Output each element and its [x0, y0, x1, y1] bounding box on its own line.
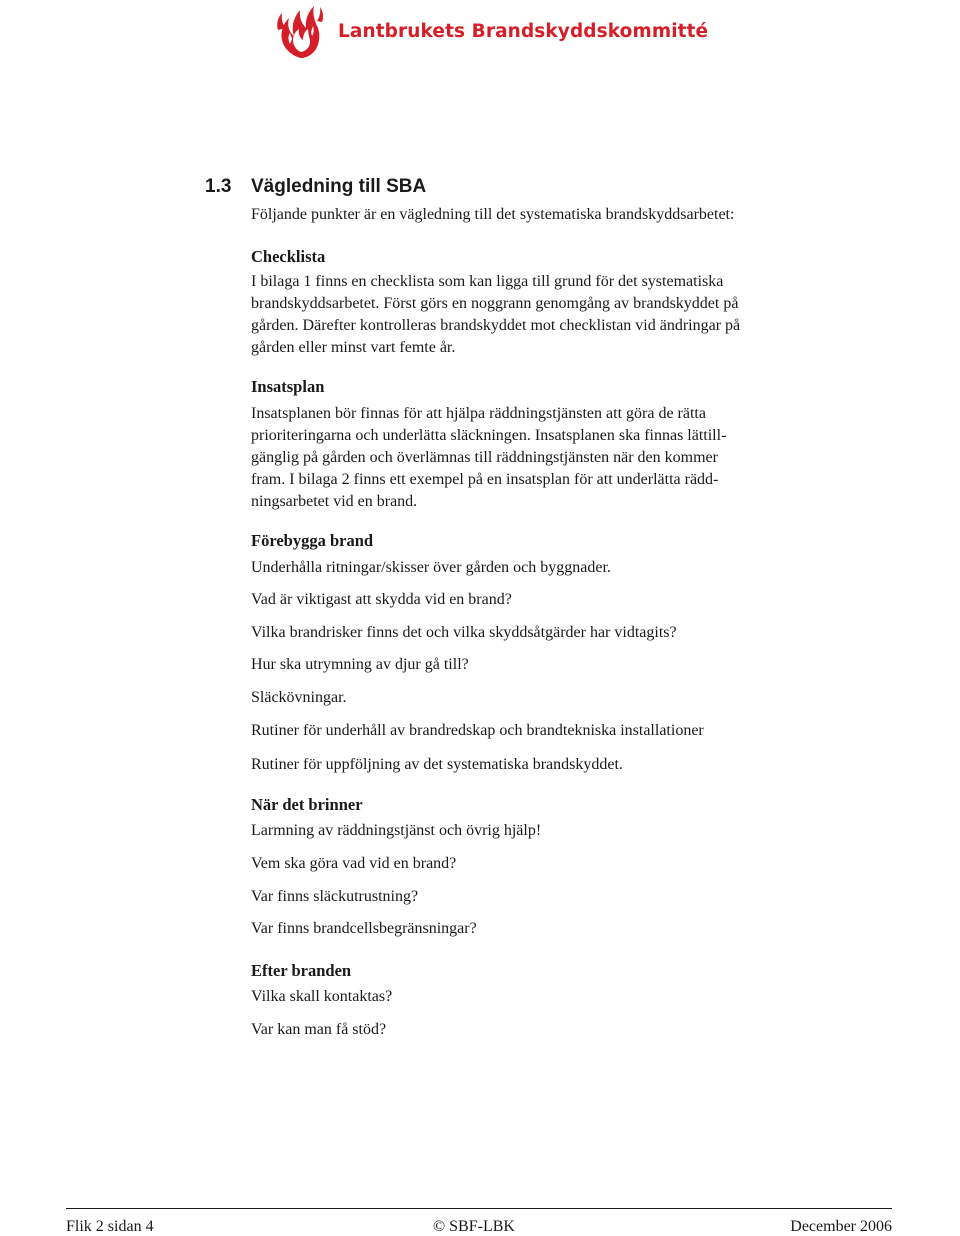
- paragraph-line: gården eller minst vart femte år.: [251, 339, 456, 356]
- footer-page-label: Flik 2 sidan 4: [66, 1218, 154, 1235]
- list-item: Vilka brandrisker finns det och vilka skyddsåtgärder har vidtagits?: [251, 624, 677, 641]
- insatsplan-heading: Insatsplan: [251, 377, 325, 396]
- paragraph-line: ningsarbetet vid en brand.: [251, 493, 418, 510]
- footer-date: December 2006: [790, 1218, 892, 1235]
- page-header: [270, 0, 708, 62]
- paragraph-line: prioriteringarna och underlätta släckningen. Insatsplanen ska finnas lättill-: [251, 427, 727, 444]
- list-item: Vem ska göra vad vid en brand?: [251, 855, 457, 872]
- section-number: 1.3: [205, 176, 232, 197]
- list-item: Rutiner för underhåll av brandredskap och brandtekniska installationer: [251, 722, 704, 739]
- list-item: Var finns släckutrustning?: [251, 888, 419, 905]
- efter-branden-heading: Efter branden: [251, 961, 352, 980]
- section-intro: Följande punkter är en vägledning till det systematiska brandskyddsarbetet:: [251, 206, 735, 223]
- nar-det-brinner-heading: När det brinner: [251, 795, 363, 814]
- paragraph-line: gården. Därefter kontrolleras brandskyddet mot checklistan vid ändringar på: [251, 317, 741, 334]
- footer-copyright: © SBF-LBK: [433, 1218, 515, 1235]
- list-item: Rutiner för uppföljning av det systematiska brandskyddet.: [251, 756, 623, 773]
- paragraph-line: brandskyddsarbetet. Först görs en noggrann genomgång av brandskyddet på: [251, 295, 739, 312]
- list-item: Var kan man få stöd?: [251, 1021, 387, 1038]
- paragraph-line: fram. I bilaga 2 finns ett exempel på en insatsplan för att underlätta rädd-: [251, 471, 719, 488]
- checklista-paragraph: [251, 271, 811, 359]
- list-item: Hur ska utrymning av djur gå till?: [251, 656, 469, 673]
- forebygga-heading: Förebygga brand: [251, 531, 374, 550]
- section-title: [205, 176, 426, 198]
- paragraph-line: I bilaga 1 finns en checklista som kan ligga till grund för det systematiska: [251, 273, 724, 290]
- paragraph-line: Insatsplanen bör finnas för att hjälpa räddningstjänsten att göra de rätta: [251, 405, 706, 422]
- section-title-text: Vägledning till SBA: [251, 176, 427, 197]
- list-item: Underhålla ritningar/skisser över gården och byggnader.: [251, 559, 611, 576]
- footer-divider: [66, 1208, 892, 1209]
- organization-name: Lantbrukets Brandskyddskommitté: [338, 20, 709, 42]
- flame-logo-icon: [270, 0, 332, 62]
- list-item: Vilka skall kontaktas?: [251, 988, 393, 1005]
- list-item: Släckövningar.: [251, 689, 347, 706]
- list-item: Larmning av räddningstjänst och övrig hjälp!: [251, 822, 542, 839]
- paragraph-line: gänglig på gården och överlämnas till räddningstjänsten när den kommer: [251, 449, 718, 466]
- list-item: Var finns brandcellsbegränsningar?: [251, 920, 477, 937]
- list-item: Vad är viktigast att skydda vid en brand?: [251, 591, 512, 608]
- checklista-heading: Checklista: [251, 247, 326, 266]
- insatsplan-paragraph: [251, 403, 811, 513]
